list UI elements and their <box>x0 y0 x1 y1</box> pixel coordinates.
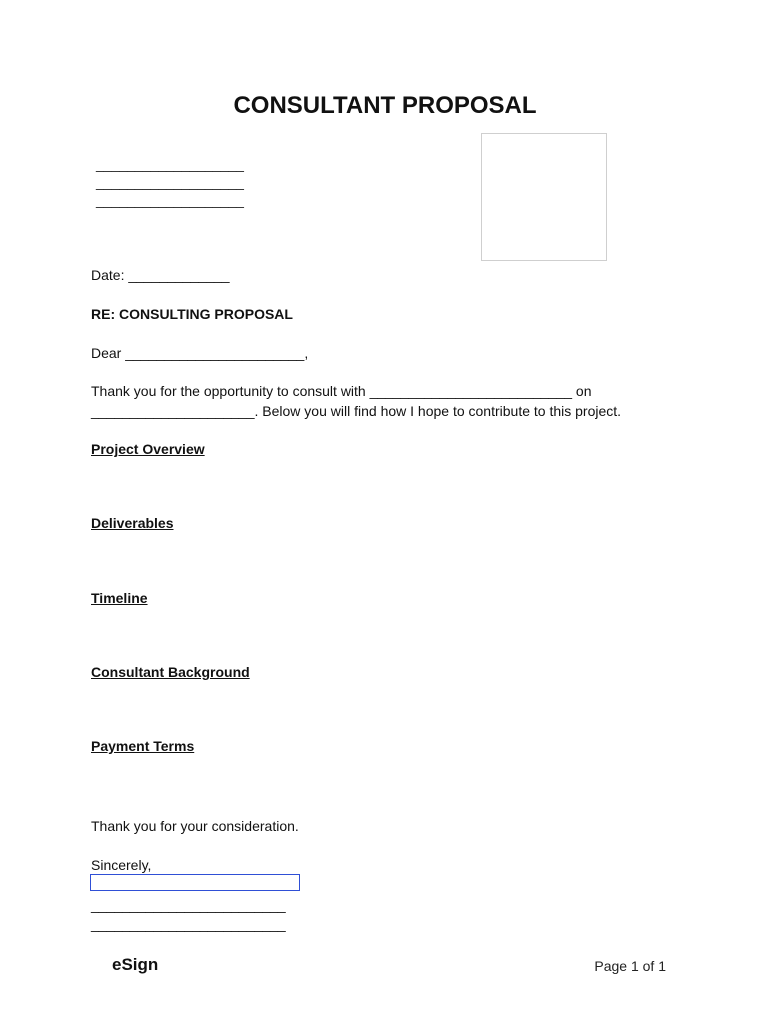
section-deliverables: Deliverables <box>91 515 174 531</box>
sign-off: Sincerely, <box>91 857 152 873</box>
signature-line-2: _________________________ <box>91 916 286 932</box>
section-project-overview: Project Overview <box>91 441 205 457</box>
re-line: RE: CONSULTING PROPOSAL <box>91 306 293 322</box>
esign-logo: eSign <box>112 955 159 974</box>
date-line: Date: _____________ <box>91 267 230 283</box>
closing-text: Thank you for your consideration. <box>91 818 299 834</box>
document-title: CONSULTANT PROPOSAL <box>233 92 537 119</box>
page-number: Page 1 of 1 <box>594 958 666 974</box>
intro-line-2: _____________________. Below you will find how I hope to contribute to this project. <box>91 403 622 419</box>
address-line-2: ___________________ <box>96 174 244 190</box>
address-line-1: ___________________ <box>96 156 244 172</box>
section-payment-terms: Payment Terms <box>91 738 195 754</box>
signature-line-1: _________________________ <box>91 897 286 913</box>
section-timeline: Timeline <box>91 590 148 606</box>
signature-field[interactable] <box>90 874 300 891</box>
salutation: Dear _______________________, <box>91 345 309 361</box>
address-line-3: ___________________ <box>96 192 244 208</box>
section-consultant-background: Consultant Background <box>91 664 250 680</box>
logo-placeholder <box>481 133 607 261</box>
intro-line-1: Thank you for the opportunity to consult with __________________________ on <box>91 383 592 399</box>
